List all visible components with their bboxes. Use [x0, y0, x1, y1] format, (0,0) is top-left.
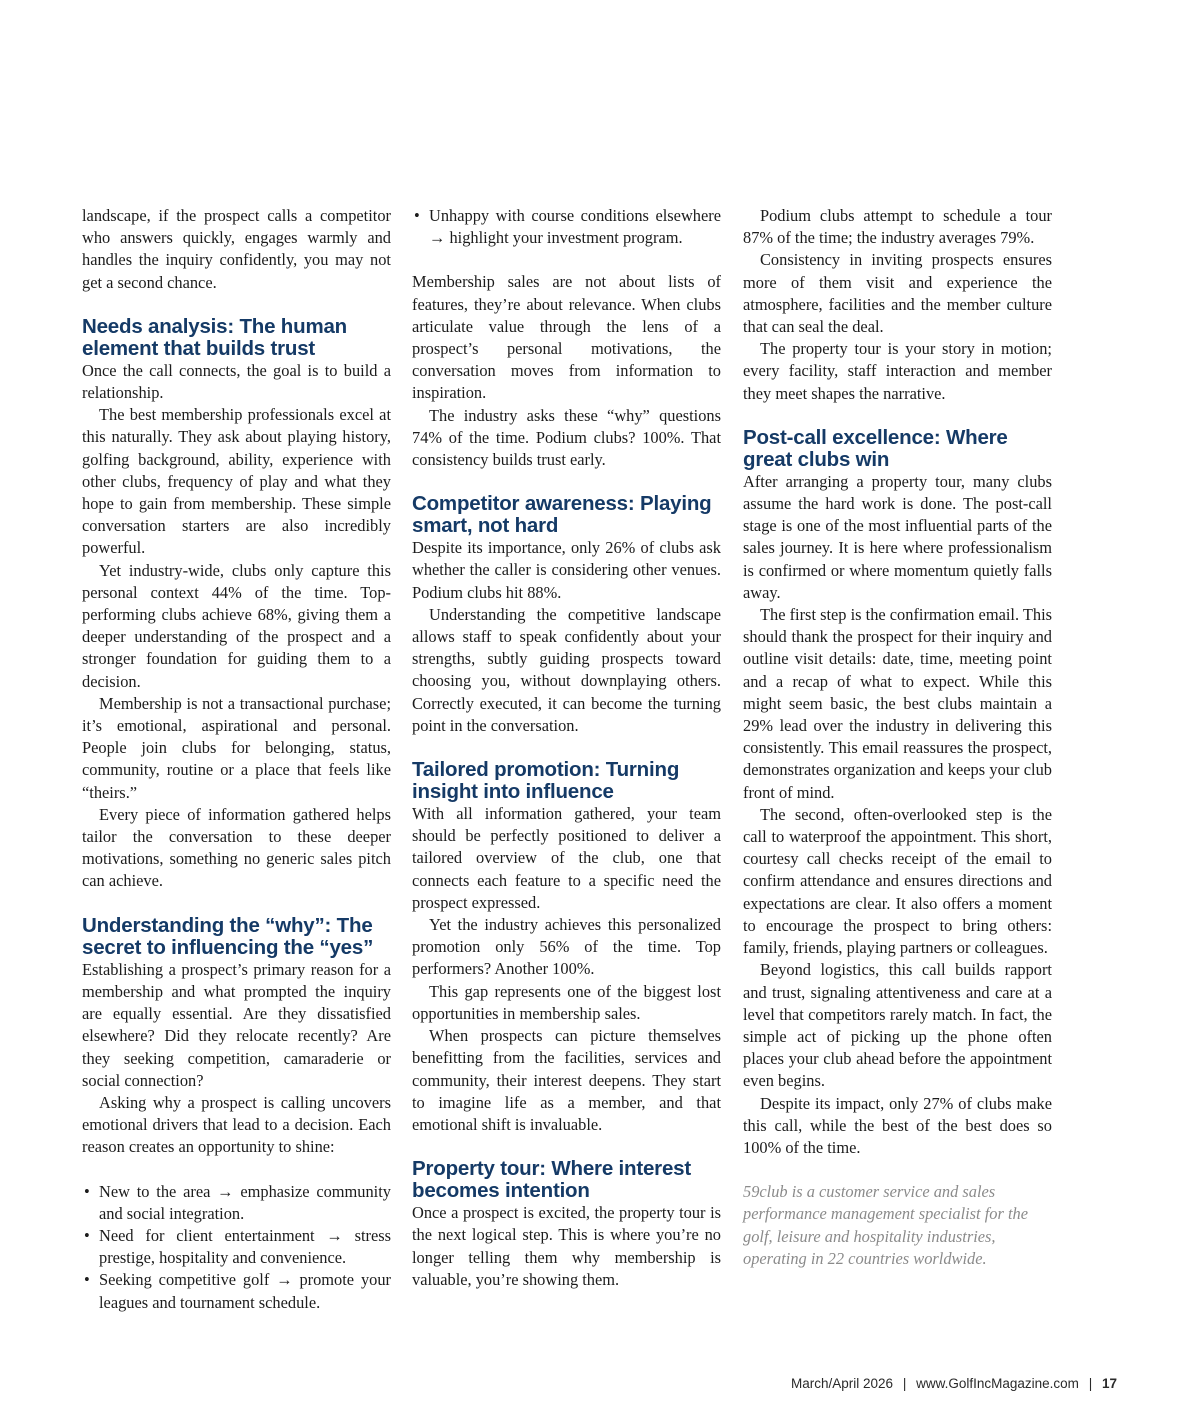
paragraph: Understanding the competitive landscape allows staff to speak confidently about your strengths, subtly guiding prospects toward choosing you, without downplaying others. Correctly executed, it can become the turning point in the conversation.	[412, 604, 721, 735]
paragraph: When prospects can picture themselves benefitting from the facilities, services and community, their interest deepens. They start to imagine life as a member, and that emotional shift is invaluable.	[412, 1026, 721, 1134]
paragraph: Yet industry-wide, clubs only capture this personal context 44% of the time. Top-performing clubs achieve 68%, giving them a deeper understanding of the prospect and a stronger foundation for guiding them to a decision.	[82, 560, 391, 691]
paragraph: The industry asks these “why” questions 74% of the time. Podium clubs? 100%. That consistency builds trust early.	[412, 405, 721, 470]
section-heading-understanding-why: Understanding the “why”: The secret to influencing the “yes”	[82, 913, 374, 959]
paragraph: The property tour is your story in motion; every facility, staff interaction and member they meet shapes the narrative.	[743, 339, 1052, 403]
paragraph: Beyond logistics, this call builds rapport and trust, signaling attentiveness and care at a level that competitors rarely match. In fact, the simple act of picking up the phone often places your club ahead before the appointment even begins.	[743, 960, 1052, 1091]
paragraph: The first step is the confirmation email. This should thank the prospect for their inquiry and outline visit details: date, time, meeting point and a recap of what to expect. While this might seem basic, the best clubs maintain a 29% lead over the industry in delivering this consistently. This email reassures the prospect, demonstrates organization and keeps your club front of mind.	[743, 605, 1052, 802]
list-item: • Seeking competitive golf → promote your leagues and tournament schedule.	[82, 1269, 391, 1313]
list-item: • Unhappy with course conditions elsewhere → highlight your investment program.	[412, 205, 721, 249]
list-item: • New to the area → emphasize community and social integration.	[82, 1181, 391, 1225]
paragraph: With all information gathered, your team should be perfectly positioned to deliver a tailored overview of the club, one that connects each feature to a specific need the prospect expressed.	[412, 804, 721, 912]
issue-date: March/April 2026	[791, 1376, 894, 1391]
paragraph: The second, often-overlooked step is the call to waterproof the appointment. This short, courtesy call checks receipt of the email to confirm attendance and ensures directions and expectations are clear. It also offers a moment to encourage the prospect to bring others: family, friends, playing partners or colleagues.	[743, 804, 1052, 958]
paragraph: Despite its impact, only 27% of clubs make this call, while the best of the best does so 100% of the time.	[743, 1093, 1052, 1157]
author-credit	[743, 1181, 1052, 1270]
paragraph: Once the call connects, the goal is to build a relationship.	[82, 360, 391, 403]
paragraph: Membership is not a transactional purchase; it’s emotional, aspirational and personal. People join clubs for belonging, status, community, routine or a place that feels like “theirs.”	[82, 693, 391, 802]
page-footer	[791, 1376, 1117, 1391]
paragraph: This gap represents one of the biggest lost opportunities in membership sales.	[412, 981, 721, 1023]
paragraph: Despite its importance, only 26% of clubs ask whether the caller is considering other venues. Podium clubs hit 88%.	[412, 538, 721, 602]
section-heading-tailored-promotion: Tailored promotion: Turning insight into influence	[412, 758, 680, 804]
paragraph: After arranging a property tour, many clubs assume the hard work is done. The post-call stage is one of the most influential parts of the sales journey. It is here where professionalism is confirmed or where momentum quietly falls away.	[743, 471, 1052, 602]
reasons-bullet-list-continued	[412, 205, 721, 249]
magazine-website: www.GolfIncMagazine.com	[916, 1376, 1079, 1391]
paragraph: Every piece of information gathered helps tailor the conversation to these deeper motivations, something no generic sales pitch can achieve.	[82, 804, 391, 891]
paragraph: Membership sales are not about lists of features, they’re about relevance. When clubs articulate value through the lens of a prospect’s personal motivations, the conversation moves from information to inspiration.	[412, 272, 721, 403]
article-column-1	[82, 205, 391, 1314]
paragraph: The best membership professionals excel at this naturally. They ask about playing history, golfing background, ability, experience with other clubs, frequency of play and what they hope to gain from membership. These simple conversation starters are also incredibly powerful.	[82, 405, 391, 558]
paragraph: Establishing a prospect’s primary reason for a membership and what prompted the inquiry are equally essential. Are they dissatisfied elsewhere? Did they relocate recently? Are they seeking competition, camaraderie or social connection?	[82, 959, 391, 1090]
paragraph: landscape, if the prospect calls a competitor who answers quickly, engages warmly and handles the inquiry confidently, you may not get a second chance.	[82, 206, 391, 292]
footer-separator: |	[1088, 1376, 1093, 1391]
list-item: • Need for client entertainment → stress prestige, hospitality and convenience.	[82, 1225, 391, 1269]
section-heading-competitor-awareness: Competitor awareness: Playing smart, not hard	[412, 492, 712, 538]
article-column-2	[412, 205, 721, 1291]
section-heading-property-tour: Property tour: Where interest becomes intention	[412, 1157, 691, 1203]
page-number: 17	[1101, 1376, 1117, 1391]
paragraph: Asking why a prospect is calling uncovers emotional drivers that lead to a decision. Each reason creates an opportunity to shine:	[82, 1092, 391, 1157]
paragraph: Consistency in inviting prospects ensures more of them visit and experience the atmosphere, facilities and the member culture that can seal the deal.	[743, 250, 1052, 337]
paragraph: Once a prospect is excited, the property tour is the next logical step. This is where you’re no longer telling them why membership is valuable, you’re showing them.	[412, 1203, 721, 1289]
section-heading-post-call: Post-call excellence: Where great clubs win	[743, 425, 1008, 471]
article-column-3	[743, 205, 1052, 1270]
section-heading-needs-analysis: Needs analysis: The human element that builds trust	[82, 314, 348, 360]
paragraph: Podium clubs attempt to schedule a tour 87% of the time; the industry averages 79%.	[743, 206, 1052, 248]
author-credit-text: 59club is a customer service and sales performance management specialist for the golf, leisure and hospitality industries, operating in 22 countries worldwide.	[743, 1182, 1028, 1268]
footer-separator: |	[902, 1376, 907, 1391]
reasons-bullet-list	[82, 1181, 391, 1314]
paragraph: Yet the industry achieves this personalized promotion only 56% of the time. Top performers? Another 100%.	[412, 915, 721, 979]
